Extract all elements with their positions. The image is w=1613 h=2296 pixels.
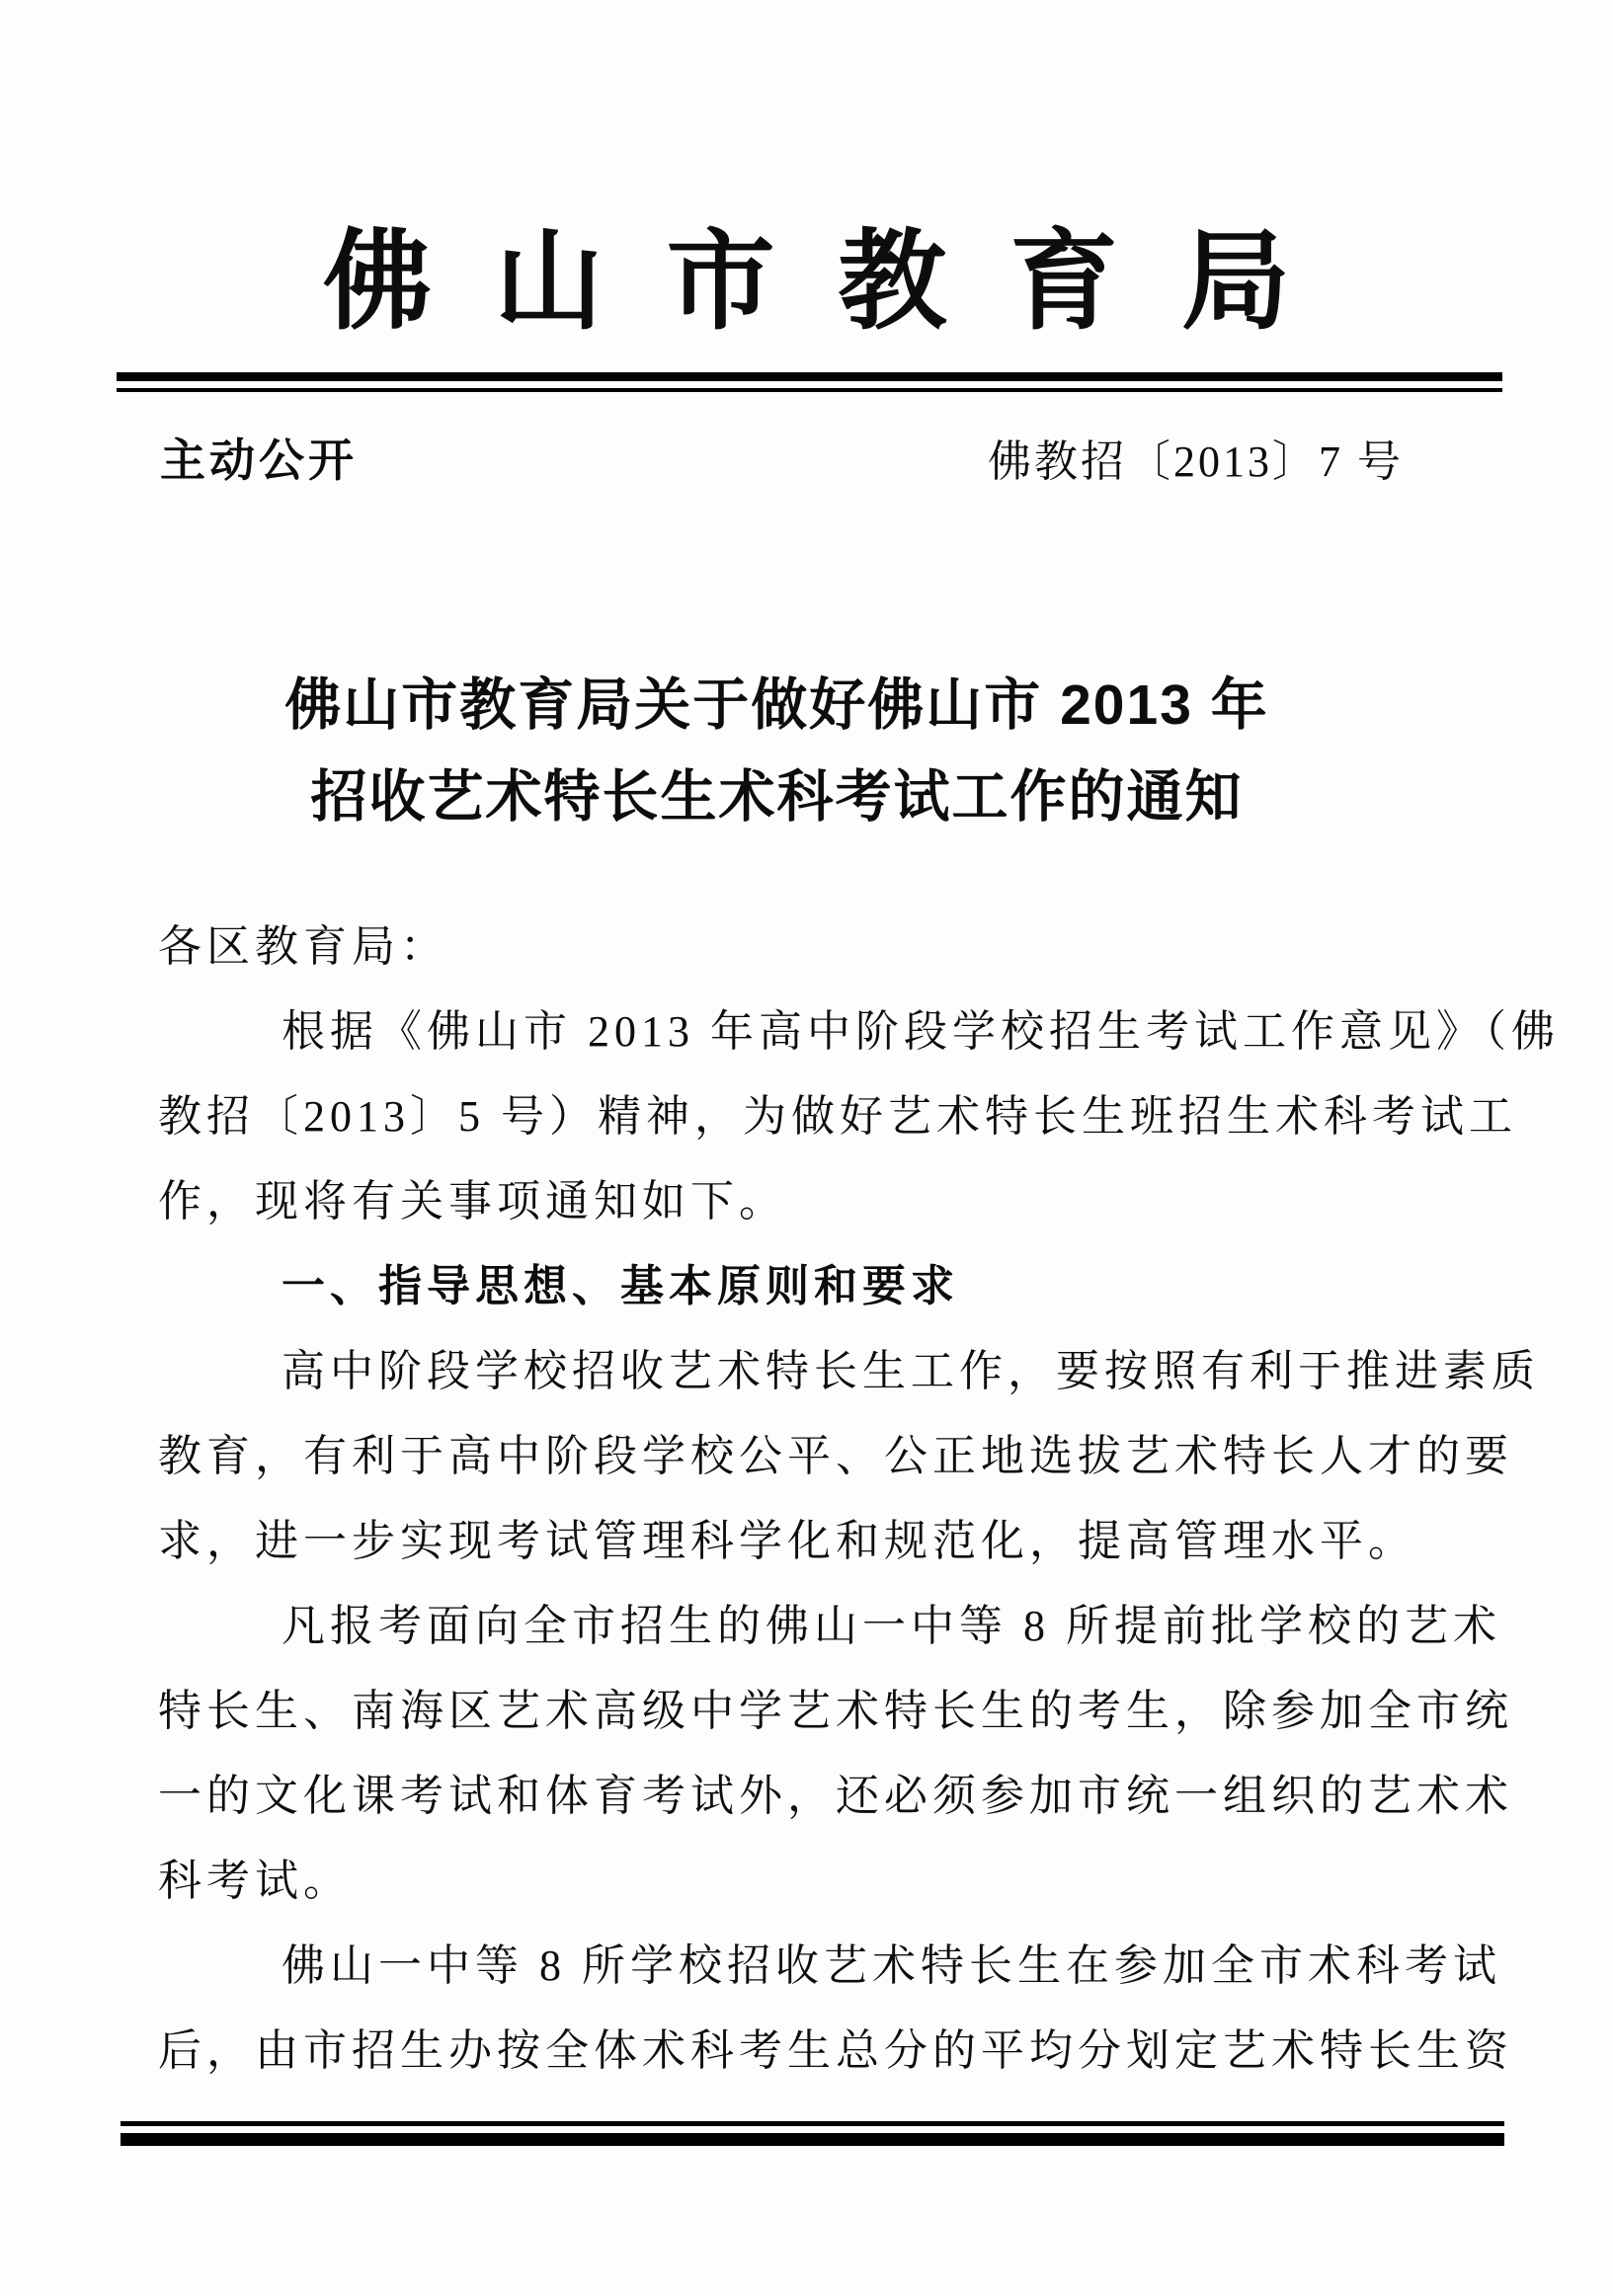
disclosure-label: 主动公开: [160, 435, 358, 486]
body-line: 作，现将有关事项通知如下。: [158, 1177, 787, 1226]
letterhead-rule-thin: [117, 388, 1502, 392]
body-line: 根据《佛山市 2013 年高中阶段学校招生考试工作意见》（佛: [282, 1007, 1560, 1056]
salutation: 各区教育局：: [158, 922, 448, 971]
body-line: 高中阶段学校招收艺术特长生工作，要按照有利于推进素质: [282, 1347, 1540, 1395]
document-number: 佛教招〔2013〕7 号: [988, 437, 1404, 486]
footer-rule-thin: [121, 2121, 1504, 2126]
body-line: 求，进一步实现考试管理科学化和规范化，提高管理水平。: [158, 1517, 1416, 1565]
footer-rule: [121, 2121, 1504, 2146]
body-line: 一的文化课考试和体育考试外，还必须参加市统一组织的艺术术: [158, 1772, 1513, 1820]
document-title-line1: 佛山市教育局关于做好佛山市 2013 年: [284, 673, 1269, 737]
body-line: 特长生、南海区艺术高级中学艺术特长生的考生，除参加全市统: [158, 1687, 1513, 1735]
agency-name: 佛山市教育局: [322, 222, 1353, 343]
body-line: 科考试。: [158, 1857, 352, 1905]
body-line: 教招〔2013〕5 号）精神，为做好艺术特长生班招生术科考试工: [158, 1092, 1517, 1141]
body-line: 凡报考面向全市招生的佛山一中等 8 所提前批学校的艺术: [282, 1602, 1501, 1650]
document-meta-row: [160, 425, 1404, 490]
letterhead-rule: [117, 372, 1502, 392]
body-line: 教育，有利于高中阶段学校公平、公正地选拔艺术特长人才的要: [158, 1432, 1513, 1480]
letterhead-rule-thick: [117, 372, 1502, 381]
document-title-line2: 招收艺术特长生术科考试工作的通知: [310, 765, 1244, 829]
footer-rule-thick: [121, 2133, 1504, 2146]
body-line: 后，由市招生办按全体术科考生总分的平均分划定艺术特长生资: [158, 2026, 1513, 2075]
document-body: [158, 905, 1560, 2094]
document-title: [99, 660, 1455, 843]
body-line: 佛山一中等 8 所学校招收艺术特长生在参加全市术科考试: [282, 1941, 1501, 1990]
section-heading: 一、指导思想、基本原则和要求: [282, 1262, 959, 1310]
